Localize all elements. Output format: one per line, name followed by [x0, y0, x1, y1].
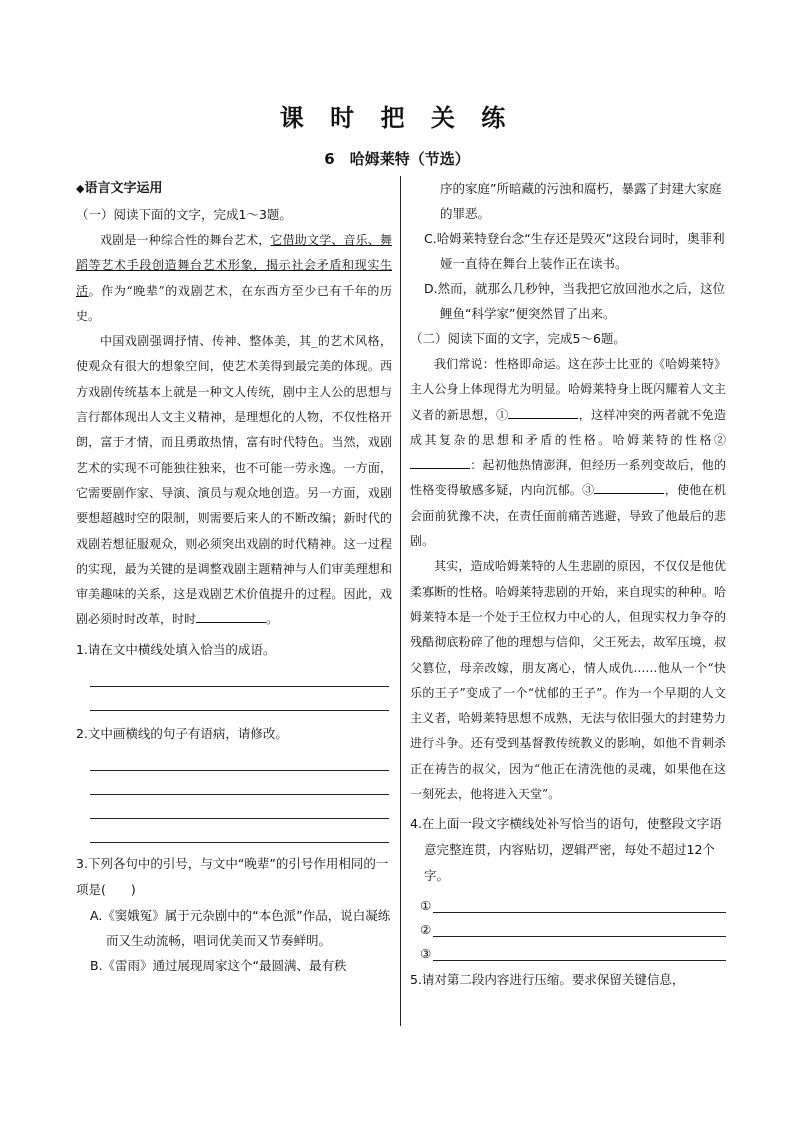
q4-answer-row-2[interactable] — [410, 913, 726, 937]
q4-mark-1: ① — [420, 898, 432, 914]
left-column — [76, 176, 392, 978]
passage2-text-a: 我们常说：性格即命运。这在莎士比亚的《哈姆莱特》主人公身上体现得尤为明显。哈姆莱特身上既闪耀着人文主义者的新思想， — [410, 357, 726, 422]
question-2: 2.文中画横线的句子有语病，请修改。 — [76, 725, 288, 741]
fill-blank-3[interactable] — [594, 479, 664, 494]
fill-blank-1[interactable] — [508, 404, 578, 419]
section-heading — [76, 176, 392, 202]
answer-line[interactable] — [90, 687, 389, 711]
answer-line[interactable] — [433, 921, 726, 937]
fill-blank-2[interactable] — [410, 454, 470, 469]
right-column — [410, 176, 726, 993]
question-4: 4.在上面一段文字横线处补写恰当的语句，使整段文字语意完整连贯，内容贴切，逻辑严密，每处不超过12个字。 — [410, 816, 722, 884]
section-heading-text: 语言文字运用 — [84, 181, 163, 196]
q4-mark-2: ② — [420, 922, 432, 938]
answer-line[interactable] — [90, 747, 389, 771]
q4-answer-row-1[interactable] — [410, 889, 726, 913]
idiom-blank[interactable] — [196, 608, 266, 623]
q3-option-a[interactable]: A.《窦娥冤》属于元杂剧中的“本色派”作品，说白凝练而又生动流畅，唱词优美而又节奏鲜明。 — [90, 907, 391, 948]
lesson-subtitle: 6 哈姆莱特（节选） — [324, 150, 470, 168]
passage1-paragraph-1 — [76, 228, 392, 329]
passage2-paragraph-1 — [410, 352, 726, 554]
q3-option-c[interactable]: C.哈姆莱特登台念“生存还是毁灭”这段台词时，奥菲利娅一直待在舞台上装作正在读书。 — [424, 231, 725, 271]
page-title: 课 时 把 关 练 — [279, 104, 515, 132]
q3-option-b-continued[interactable]: 序的家庭”所暗藏的污浊和腐朽，暴露了封建大家庭的罪恶。 — [440, 181, 722, 221]
passage2-text-c: ：起初他热情澎湃，但经历一系列变故后，他的性格变得敏感多疑，内向沉郁。 — [410, 458, 726, 498]
q3-option-b-start[interactable]: B.《雷雨》通过展现周家这个“最圆满、最有秩 — [90, 957, 347, 973]
passage1-paragraph-2 — [76, 329, 392, 633]
underlined-sentence: 它借助文学、音乐、舞蹈等艺术手段创造舞台艺术形象，揭示社会矛盾和现实生活 — [76, 233, 392, 298]
q4-answer-row-3[interactable] — [410, 937, 726, 961]
part2-instruction: （二）阅读下面的文字，完成5～6题。 — [410, 331, 626, 346]
q3-option-d[interactable]: D.然而，就那么几秒钟，当我把它放回池水之后，这位鲤鱼“科学家”便突然冒了出来。 — [424, 281, 726, 321]
answer-line[interactable] — [433, 897, 726, 913]
diamond-icon: ◆ — [76, 182, 85, 195]
passage2-text-d: ，使他在机会面前犹豫不决，在责任面前痛苦逃避，导致了他最后的悲剧。 — [410, 483, 726, 549]
answer-line[interactable] — [90, 819, 389, 843]
q4-mark-3: ③ — [420, 946, 432, 962]
answer-line[interactable] — [90, 795, 389, 819]
part1-instruction: （一）阅读下面的文字，完成1～3题。 — [76, 207, 292, 222]
question-3: 3.下列各句中的引号，与文中“晚辈”的引号作用相同的一项是( ) — [76, 855, 389, 897]
answer-line[interactable] — [90, 663, 389, 687]
question-1: 1.请在文中横线处填入恰当的成语。 — [76, 641, 276, 657]
blank-marker-3: ③ — [582, 483, 595, 498]
passage1-text-end: 。作为“晚辈”的戏剧艺术，在东西方至少已有千年的历史。 — [76, 283, 392, 323]
reading-passage-2 — [410, 352, 726, 807]
passage2-paragraph-2: 其实，造成哈姆莱特的人生悲剧的原因，不仅仅是他优柔寡断的性格。哈姆莱特悲剧的开始，来自现实的种种。哈姆莱特本是一个处于王位权力中心的人，但现实权力争夺的残酷彻底粉碎了他的理想与信仰，父王死去，故军压境，叔父篡位，母亲改嫁，朋友离心，情人成仇……他从一个“快乐的王子”变成了一个“忧郁的王子”。作为一个早期的人文主义者，哈姆莱特思想不成熟，无法与依旧强大的封建势力进行斗争。还有受到基督教传统教义的影响，如他不肯刺杀正在祷告的叔父，因为“他正在清洗他的灵魂，如果他在这一刻死去，他将进入天堂”。 — [410, 559, 726, 802]
passage1-paragraph-2-text: 中国戏剧强调抒情、传神、整体美，其_的艺术风格，使观众有很大的想象空间，使艺术美得到最完美的体现。西方戏剧传统基本上就是一种文人传统，剧中主人公的思想与言行都体现出人文主义精神，是理想化的人物，不仅性格开朗，富于才情，而且勇敢热情，富有时代特色。当然，戏剧艺术的实现不可能独往独来，也不可能一劳永逸。一方面，它需要剧作家、导演、演员与观众地创造。另一方面，戏剧要想超越时空的限制，则需要后来人的不断改编；新时代的戏剧若想征服观众，则必须突出戏剧的时代精神。这一过程的实现，最为关键的是调整戏剧主题精神与人们审美理想和审美趣味的关系，这是戏剧艺术价值提升的过程。因此，戏剧必须时时改革，时时 — [76, 334, 392, 627]
reading-passage-1 — [76, 228, 392, 633]
answer-line[interactable] — [433, 945, 726, 961]
blank-marker-1: ① — [496, 407, 509, 422]
passage2-text-b: ，这样冲突的两者就不免造成其复杂的思想和矛盾的性格。哈姆莱特的性格 — [410, 407, 726, 447]
column-divider — [400, 176, 401, 1026]
answer-line[interactable] — [90, 771, 389, 795]
passage1-paragraph-2-end: 。 — [266, 612, 279, 627]
blank-marker-2: ② — [713, 432, 726, 447]
question-5: 5.请对第二段内容进行压缩。要求保留关键信息， — [410, 972, 685, 988]
passage1-text-start: 戏剧是一种综合性的舞台艺术， — [100, 233, 271, 247]
